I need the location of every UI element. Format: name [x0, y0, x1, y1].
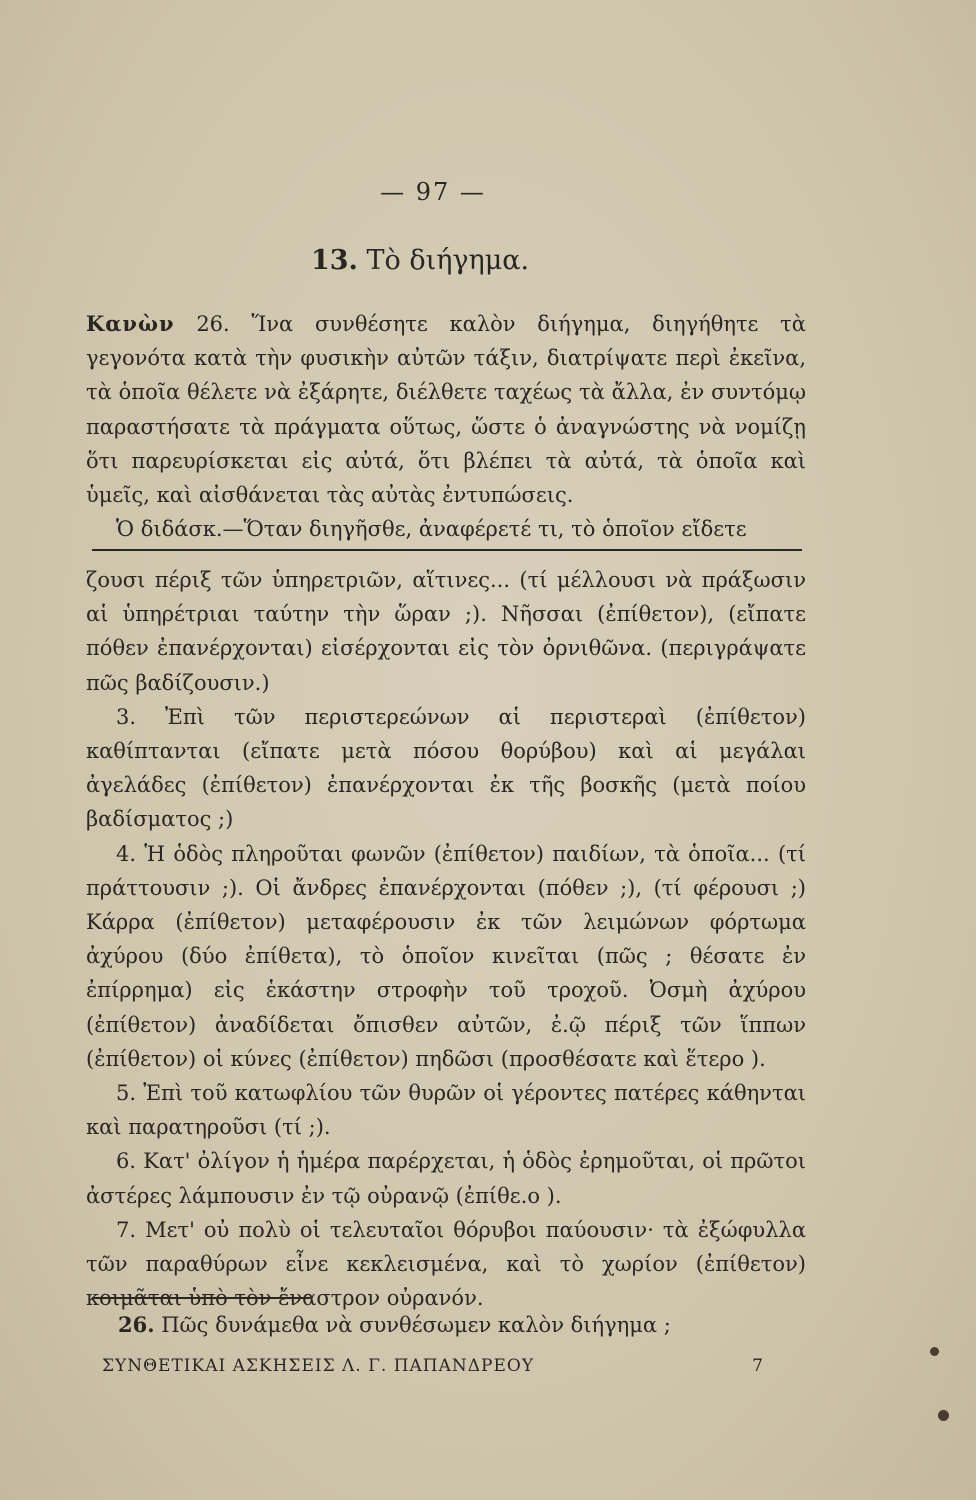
section-divider	[92, 549, 802, 551]
rule-block	[86, 307, 806, 546]
signature-mark: 7	[752, 1356, 764, 1376]
footnote	[118, 1312, 671, 1337]
page-number: — 97 —	[380, 178, 486, 206]
footer-title: ΣΥΝΘΕΤΙΚΑΙ ΑΣΚΗΣΕΙΣ Λ. Γ. ΠΑΠΑΝΔΡΕΟΥ	[102, 1356, 535, 1376]
teacher-note: Ὁ διδάσκ.—Ὅταν διηγῆσθε, ἀναφέρετέ τι, τὸ ὁποῖον εἴδετε	[116, 517, 747, 542]
footnote-divider	[92, 1297, 310, 1299]
rule-label: Κανὼν	[86, 311, 175, 336]
footnote-text: Πῶς δυνάμεθα νὰ συνθέσωμεν καλὸν διήγημα ;	[161, 1313, 671, 1337]
chapter-title	[0, 245, 840, 276]
rule-text: Ἵνα συνθέσητε καλὸν διήγημα, διηγήθητε τὰ γεγονότα κατὰ τὴν φυσικὴν αὐτῶν τάξιν, διατρίψατε περὶ ἐκεῖνα, τὰ ὁποῖα θέλετε νὰ ἐξάρητε, διέλθετε ταχέως τὰ ἄλλα, ἐν συντόμῳ παραστήσατε τὰ πράγματα οὕτως, ὥστε ὁ ἀναγνώστης νὰ νομίζῃ ὅτι παρευρίσκεται εἰς αὐτά, ὅτι βλέπει τὰ αὐτά, τὰ ὁποῖα καὶ ὑμεῖς, καὶ αἰσθάνεται τὰς αὐτὰς ἐντυπώσεις.	[86, 312, 806, 508]
exercise-4: 4. Ἡ ὁδὸς πληροῦται φωνῶν (ἐπίθετον) παιδίων, τὰ ὁποῖα... (τί πράττουσιν ;). Οἱ ἄνδρες ἐπανέρχονται (πόθεν ;), (τί φέρουσι ;) Κάρρα (ἐπίθετον) μεταφέρουσιν ἐκ τῶν λειμώνων φόρτωμα ἀχύρου (δύο ἐπίθετα), τὸ ὁποῖον κινεῖται (πῶς ; θέσατε ἐν ἐπίρρημα) εἰς ἑκάστην στροφὴν τοῦ τροχοῦ. Ὀσμὴ ἀχύρου (ἐπίθετον) ἀναδίδεται ὄπισθεν αὐτῶν, ἐ.ῷ πέριξ τῶν ἵππων (ἐπίθετον) οἱ κύνες (ἐπίθετον) πηδῶσι (προσθέσατε καὶ ἕτερο ).	[86, 841, 806, 1071]
chapter-title-text: Τὸ διήγημα.	[366, 245, 530, 276]
exercise-5: 5. Ἐπὶ τοῦ κατωφλίου τῶν θυρῶν οἱ γέροντες πατέρες κάθηνται καὶ παρατηροῦσι (τί ;).	[86, 1081, 806, 1140]
footnote-number: 26.	[118, 1312, 155, 1337]
exercise-3: 3. Ἐπὶ τῶν περιστερεώνων αἱ περιστεραὶ (ἐπίθετον) καθίπτανται (εἴπατε μετὰ πόσου θορύβου) καὶ αἱ μεγάλαι ἀγελάδες (ἐπίθετον) ἐπανέρχονται ἐκ τῆς βοσκῆς (μετὰ ποίου βαδίσματος ;)	[86, 704, 806, 832]
exercise-continuation: ζουσι πέριξ τῶν ὑπηρετριῶν, αἵτινες... (τί μέλλουσι νὰ πράξωσιν αἱ ὑπηρέτριαι ταύτην τὴν ὥραν ;). Νῆσσαι (ἐπίθετον), (εἴπατε πόθεν ἐπανέρχονται) εἰσέρχονται εἰς τὸν ὀρνιθῶνα. (περιγράψατε πῶς βαδίζουσιν.)	[86, 568, 806, 695]
ink-spot	[930, 1347, 939, 1356]
exercise-7: 7. Μετ' οὐ πολὺ οἱ τελευταῖοι θόρυβοι παύουσιν· τὰ ἐξώφυλλα τῶν παραθύρων εἶνε κεκλεισμένα, καὶ τὸ χωρίον (ἐπίθετον) κοιμᾶται ὑπὸ τὸν ἔναστρον οὐρανόν.	[86, 1217, 806, 1311]
ink-spot	[938, 1410, 949, 1421]
rule-number: 26.	[196, 312, 230, 336]
rule-paragraph	[86, 307, 806, 512]
exercise-6: 6. Κατ' ὀλίγον ἡ ἡμέρα παρέρχεται, ἡ ὁδὸς ἐρημοῦται, οἱ πρῶτοι ἀστέρες λάμπουσιν ἐν τῷ οὐρανῷ (ἐπίθε.ο ).	[86, 1149, 806, 1208]
exercises-block	[86, 563, 806, 1315]
chapter-number: 13.	[310, 245, 358, 276]
footer	[102, 1356, 792, 1376]
